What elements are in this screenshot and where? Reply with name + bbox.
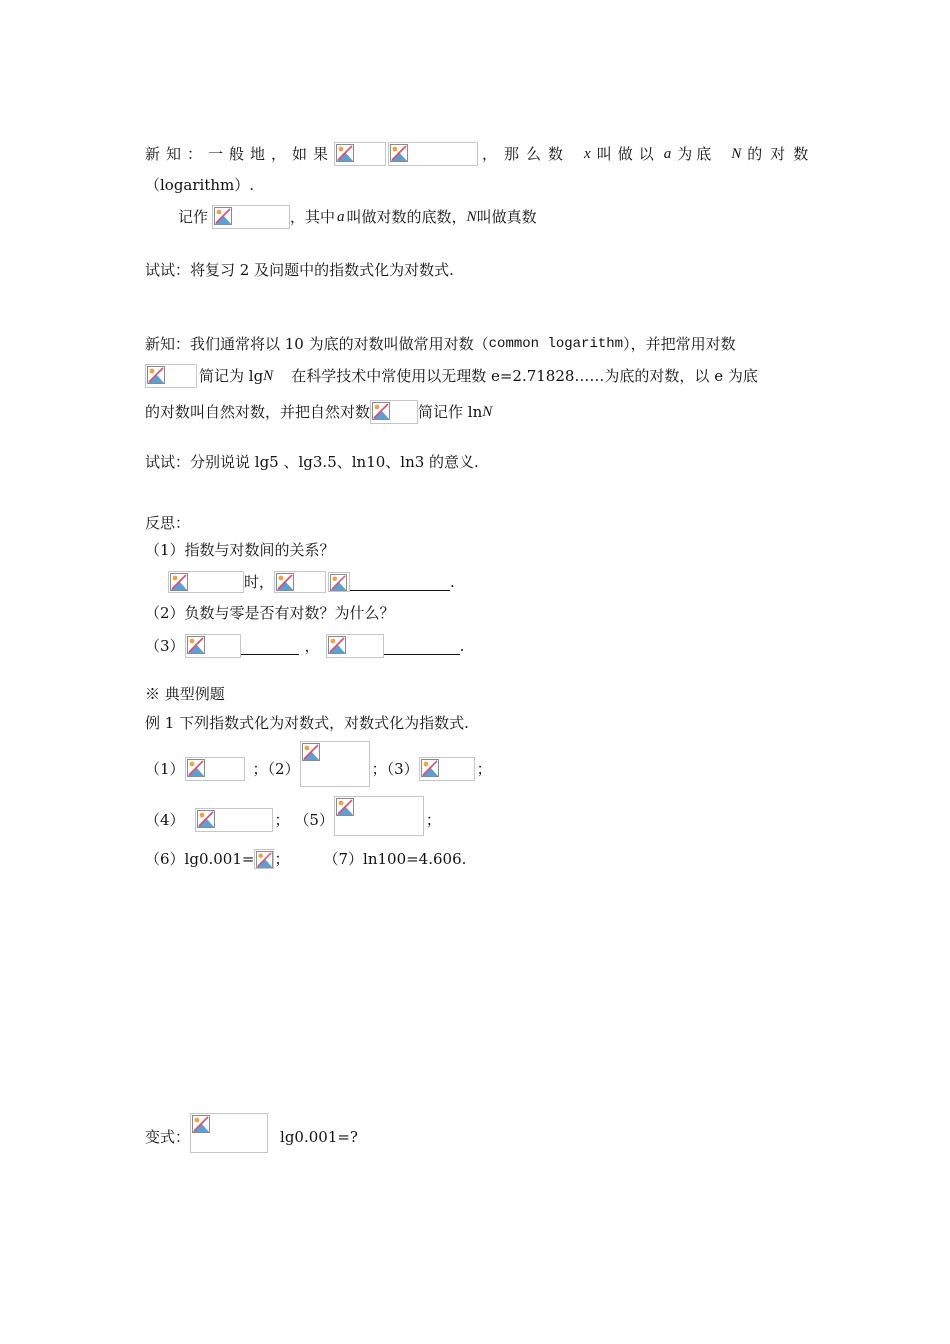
- try-2: 试试：分别说说 lg5 、lg3.5、ln10、ln3 的意义.: [145, 453, 479, 471]
- formula-image: [145, 364, 197, 388]
- common-log-line-1: 新知：我们通常将以 10 为底的对数叫做常用对数（common logarithm），并把常用对数: [145, 335, 736, 353]
- try-1: 试试：将复习 2 及问题中的指数式化为对数式.: [145, 261, 454, 279]
- answer-blank[interactable]: [384, 638, 460, 655]
- formula-image: [254, 849, 274, 869]
- broken-image-icon: [421, 759, 439, 777]
- variant-line: 变式： lg0.001=?: [145, 1113, 358, 1153]
- answer-blank[interactable]: [350, 574, 450, 591]
- broken-image-icon: [187, 636, 205, 654]
- formula-image: [195, 808, 273, 832]
- formula-image: [212, 205, 290, 229]
- formula-image: [326, 634, 384, 658]
- definition-line-2: （logarithm）.: [145, 176, 255, 194]
- broken-image-icon: [330, 574, 347, 591]
- broken-image-icon: [187, 759, 205, 777]
- reflect-q3: （3） ， .: [145, 633, 464, 658]
- example-row-3: （6）lg0.001= ； （7）ln100=4.606.: [145, 850, 467, 868]
- formula-image: [419, 757, 475, 781]
- answer-blank[interactable]: [241, 638, 299, 655]
- broken-image-icon: [302, 743, 320, 761]
- broken-image-icon: [372, 402, 390, 420]
- example-row-2: （4） ； （5） ；: [145, 796, 441, 836]
- formula-image: [334, 796, 424, 836]
- reflect-q1: （1）指数与对数间的关系？: [145, 541, 335, 559]
- reflect-q2: （2）负数与零是否有对数？为什么？: [145, 604, 395, 622]
- reflect-q1-answer: 时， .: [168, 569, 455, 594]
- broken-image-icon: [390, 144, 408, 162]
- formula-image: [334, 142, 386, 166]
- definition-label: 新知：一般地，如果: [145, 145, 335, 163]
- broken-image-icon: [276, 573, 294, 591]
- formula-image: [274, 571, 326, 593]
- reflect-title: 反思：: [145, 514, 191, 532]
- formula-image: [185, 634, 241, 658]
- broken-image-icon: [197, 810, 215, 828]
- formula-image: [370, 400, 418, 424]
- broken-image-icon: [256, 851, 273, 868]
- formula-image: [300, 741, 370, 787]
- example-1-prompt: 例 1 下列指数式化为对数式，对数式化为指数式.: [145, 714, 469, 732]
- broken-image-icon: [147, 366, 165, 384]
- broken-image-icon: [336, 144, 354, 162]
- notation-line: 记作 ，其中 a 叫做对数的底数，N叫做真数: [178, 204, 537, 229]
- definition-line-1: 新知：一般地，如果 ，那么数 x 叫做以 a 为底 N 的对数: [145, 141, 816, 166]
- broken-image-icon: [192, 1115, 210, 1133]
- examples-heading: ※ 典型例题: [145, 685, 225, 703]
- formula-image: [328, 572, 350, 592]
- formula-image: [185, 757, 245, 781]
- broken-image-icon: [328, 636, 346, 654]
- broken-image-icon: [214, 207, 232, 225]
- formula-image: [168, 571, 244, 593]
- broken-image-icon: [170, 573, 188, 591]
- broken-image-icon: [336, 798, 354, 816]
- common-log-line-3: 的对数叫自然对数，并把自然对数 简记作 lnN: [145, 399, 492, 424]
- formula-image: [190, 1113, 268, 1153]
- common-log-line-2: 简记为 lgN 在科学技术中常使用以无理数 e=2.71828……为底的对数，以 e 为底: [145, 363, 758, 388]
- formula-image: [388, 142, 478, 166]
- example-row-1: （1） ；（2） ；（3） ；: [145, 741, 492, 787]
